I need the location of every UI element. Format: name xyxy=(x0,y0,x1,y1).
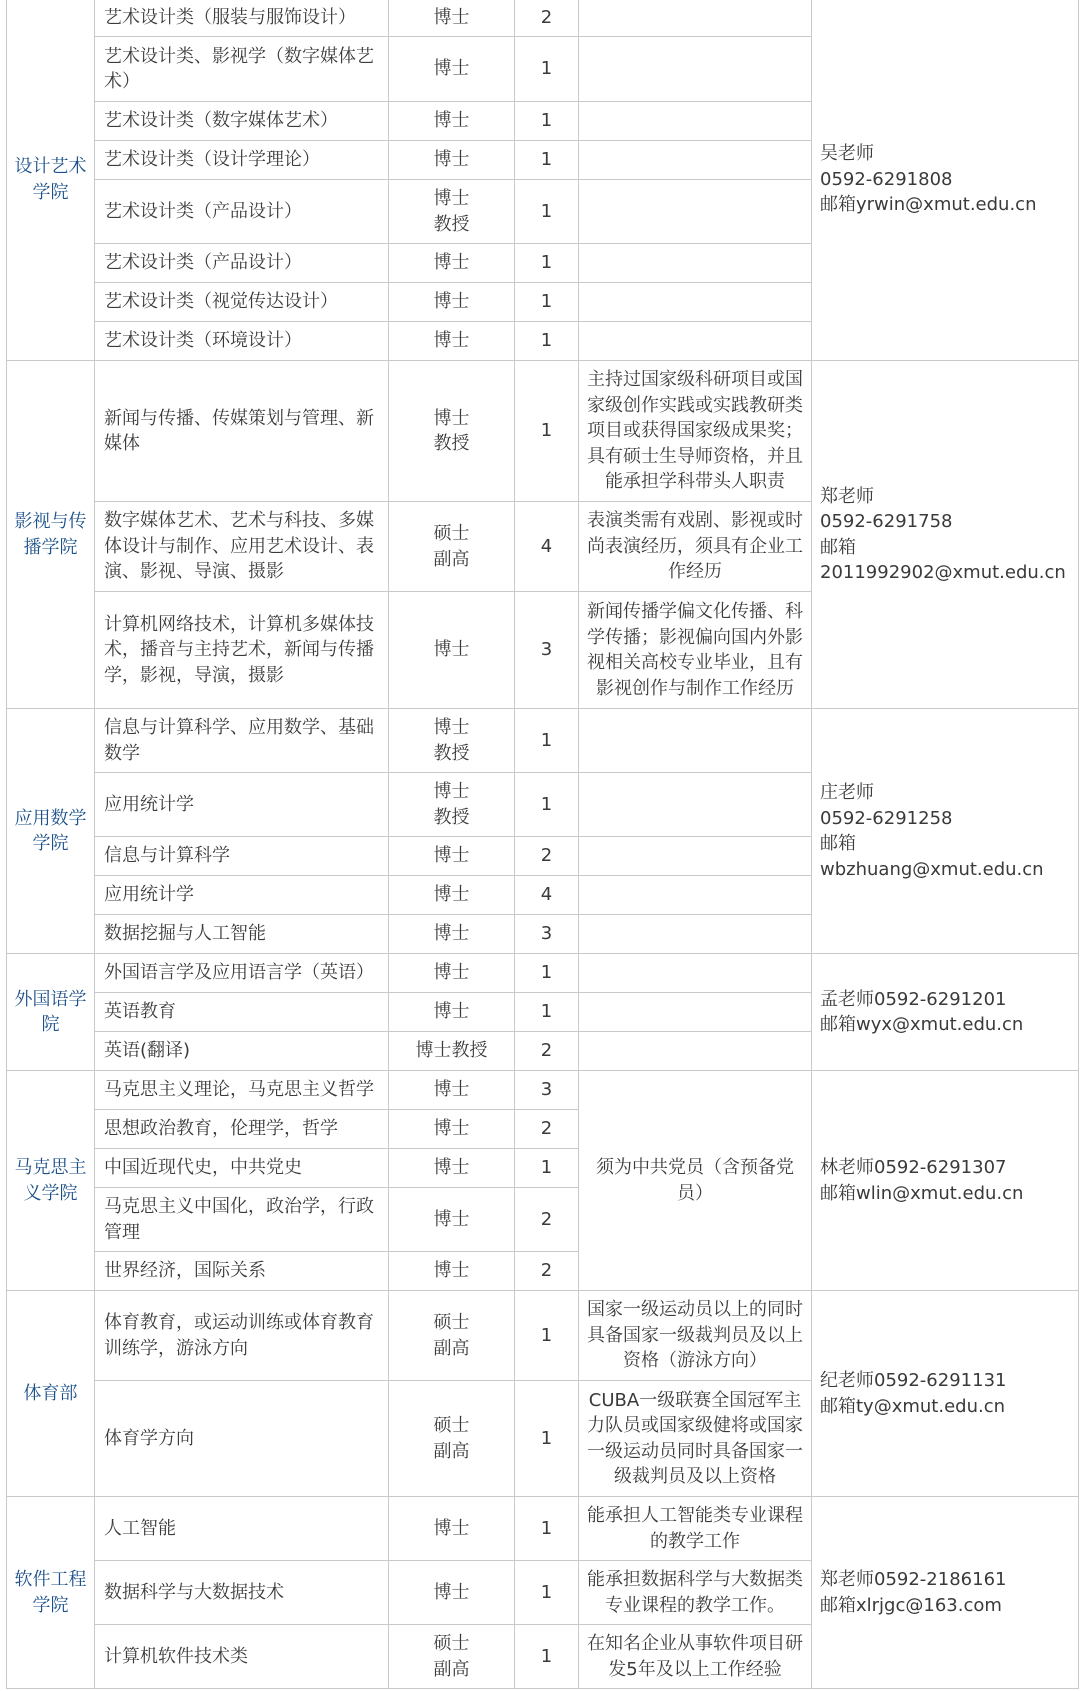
major-cell: 英语教育 xyxy=(95,993,389,1032)
count-cell: 1 xyxy=(515,283,579,322)
count-cell: 1 xyxy=(515,180,579,244)
education-cell: 博士 xyxy=(389,1110,515,1149)
major-cell: 外国语言学及应用语言学（英语） xyxy=(95,954,389,993)
count-cell: 4 xyxy=(515,876,579,915)
major-cell: 新闻与传播、传媒策划与管理、新媒体 xyxy=(95,361,389,502)
education-cell: 博士 xyxy=(389,141,515,180)
table-row xyxy=(7,361,1079,502)
major-cell: 信息与计算科学、应用数学、基础数学 xyxy=(95,709,389,773)
major-cell: 体育学方向 xyxy=(95,1381,389,1497)
count-cell: 4 xyxy=(515,502,579,592)
contact-cell: 吴老师 0592-6291808 邮箱yrwin@xmut.edu.cn xyxy=(812,0,1079,361)
requirement-cell xyxy=(579,709,812,773)
education-cell: 博士 xyxy=(389,876,515,915)
requirement-cell xyxy=(579,102,812,141)
requirement-cell xyxy=(579,1032,812,1071)
education-cell: 博士 xyxy=(389,37,515,102)
count-cell: 3 xyxy=(515,592,579,709)
contact-cell: 孟老师0592-6291201 邮箱wyx@xmut.edu.cn xyxy=(812,954,1079,1071)
college-cell: 影视与传播学院 xyxy=(7,361,95,709)
college-cell: 体育部 xyxy=(7,1291,95,1497)
count-cell: 1 xyxy=(515,361,579,502)
requirement-cell xyxy=(579,876,812,915)
requirement-cell: 国家一级运动员以上的同时具备国家一级裁判员及以上资格（游泳方向） xyxy=(579,1291,812,1381)
count-cell: 1 xyxy=(515,773,579,837)
requirement-cell xyxy=(579,837,812,876)
count-cell: 1 xyxy=(515,244,579,283)
count-cell: 1 xyxy=(515,1561,579,1625)
education-cell: 博士 xyxy=(389,1071,515,1110)
requirement-cell: 能承担数据科学与大数据类专业课程的教学工作。 xyxy=(579,1561,812,1625)
major-cell: 艺术设计类（服装与服饰设计） xyxy=(95,0,389,37)
education-cell: 博士 xyxy=(389,102,515,141)
education-cell: 博士 xyxy=(389,592,515,709)
count-cell: 1 xyxy=(515,102,579,141)
table-row xyxy=(7,1497,1079,1561)
major-cell: 信息与计算科学 xyxy=(95,837,389,876)
major-cell: 计算机软件技术类 xyxy=(95,1625,389,1689)
requirement-cell xyxy=(579,141,812,180)
education-cell: 博士 xyxy=(389,283,515,322)
education-cell: 博士 xyxy=(389,915,515,954)
requirement-cell xyxy=(579,37,812,102)
count-cell: 3 xyxy=(515,1071,579,1110)
major-cell: 英语(翻译) xyxy=(95,1032,389,1071)
count-cell: 1 xyxy=(515,1149,579,1188)
count-cell: 1 xyxy=(515,1497,579,1561)
major-cell: 艺术设计类（产品设计） xyxy=(95,180,389,244)
major-cell: 体育教育，或运动训练或体育教育训练学，游泳方向 xyxy=(95,1291,389,1381)
requirement-cell xyxy=(579,322,812,361)
major-cell: 应用统计学 xyxy=(95,876,389,915)
education-cell: 博士教授 xyxy=(389,1032,515,1071)
requirement-cell xyxy=(579,915,812,954)
major-cell: 艺术设计类（设计学理论） xyxy=(95,141,389,180)
requirement-cell: 须为中共党员（含预备党员） xyxy=(579,1071,812,1291)
college-cell: 软件工程学院 xyxy=(7,1497,95,1689)
contact-cell: 庄老师 0592-6291258 邮箱 wbzhuang@xmut.edu.cn xyxy=(812,709,1079,954)
requirement-cell xyxy=(579,244,812,283)
count-cell: 2 xyxy=(515,837,579,876)
count-cell: 2 xyxy=(515,0,579,37)
major-cell: 中国近现代史，中共党史 xyxy=(95,1149,389,1188)
count-cell: 1 xyxy=(515,141,579,180)
requirement-cell: 表演类需有戏剧、影视或时尚表演经历，须具有企业工作经历 xyxy=(579,502,812,592)
major-cell: 数据科学与大数据技术 xyxy=(95,1561,389,1625)
education-cell: 硕士 副高 xyxy=(389,1381,515,1497)
major-cell: 艺术设计类（产品设计） xyxy=(95,244,389,283)
contact-cell: 纪老师0592-6291131 邮箱ty@xmut.edu.cn xyxy=(812,1291,1079,1497)
table-row xyxy=(7,709,1079,773)
requirement-cell: 能承担人工智能类专业课程的教学工作 xyxy=(579,1497,812,1561)
major-cell: 艺术设计类（视觉传达设计） xyxy=(95,283,389,322)
education-cell: 博士 xyxy=(389,1497,515,1561)
count-cell: 2 xyxy=(515,1032,579,1071)
education-cell: 博士 教授 xyxy=(389,709,515,773)
contact-cell: 郑老师 0592-6291758 邮箱 2011992902@xmut.edu.cn xyxy=(812,361,1079,709)
count-cell: 1 xyxy=(515,709,579,773)
education-cell: 博士 xyxy=(389,954,515,993)
college-cell: 马克思主义学院 xyxy=(7,1071,95,1291)
education-cell: 博士 xyxy=(389,1561,515,1625)
education-cell: 博士 xyxy=(389,244,515,283)
major-cell: 计算机网络技术，计算机多媒体技术，播音与主持艺术，新闻与传播学，影视，导演，摄影 xyxy=(95,592,389,709)
college-cell: 外国语学院 xyxy=(7,954,95,1071)
requirement-cell xyxy=(579,773,812,837)
count-cell: 1 xyxy=(515,1625,579,1689)
requirement-cell xyxy=(579,283,812,322)
table-row xyxy=(7,0,1079,37)
education-cell: 博士 xyxy=(389,837,515,876)
count-cell: 1 xyxy=(515,954,579,993)
education-cell: 博士 xyxy=(389,1149,515,1188)
count-cell: 2 xyxy=(515,1188,579,1252)
table-row xyxy=(7,1071,1079,1110)
table-row xyxy=(7,1291,1079,1381)
major-cell: 马克思主义中国化，政治学，行政管理 xyxy=(95,1188,389,1252)
requirement-cell: 在知名企业从事软件项目研发5年及以上工作经验 xyxy=(579,1625,812,1689)
education-cell: 博士 xyxy=(389,322,515,361)
count-cell: 2 xyxy=(515,1110,579,1149)
education-cell: 博士 教授 xyxy=(389,773,515,837)
major-cell: 艺术设计类（环境设计） xyxy=(95,322,389,361)
major-cell: 人工智能 xyxy=(95,1497,389,1561)
college-cell: 应用数学学院 xyxy=(7,709,95,954)
count-cell: 3 xyxy=(515,915,579,954)
major-cell: 艺术设计类、影视学（数字媒体艺术） xyxy=(95,37,389,102)
count-cell: 2 xyxy=(515,1252,579,1291)
contact-cell: 林老师0592-6291307 邮箱wlin@xmut.edu.cn xyxy=(812,1071,1079,1291)
count-cell: 1 xyxy=(515,1291,579,1381)
requirement-cell: CUBA一级联赛全国冠军主力队员或国家级健将或国家一级运动员同时具备国家一级裁判员及以上资格 xyxy=(579,1381,812,1497)
education-cell: 博士 xyxy=(389,0,515,37)
education-cell: 硕士 副高 xyxy=(389,502,515,592)
education-cell: 硕士 副高 xyxy=(389,1625,515,1689)
education-cell: 博士 教授 xyxy=(389,180,515,244)
education-cell: 硕士 副高 xyxy=(389,1291,515,1381)
education-cell: 博士 xyxy=(389,1188,515,1252)
major-cell: 数据挖掘与人工智能 xyxy=(95,915,389,954)
major-cell: 世界经济，国际关系 xyxy=(95,1252,389,1291)
major-cell: 思想政治教育，伦理学，哲学 xyxy=(95,1110,389,1149)
recruitment-table xyxy=(6,0,1079,1689)
requirement-cell xyxy=(579,993,812,1032)
college-cell: 设计艺术学院 xyxy=(7,0,95,361)
count-cell: 1 xyxy=(515,37,579,102)
requirement-cell: 新闻传播学偏文化传播、科学传播；影视偏向国内外影视相关高校专业毕业，且有影视创作与制作工作经历 xyxy=(579,592,812,709)
major-cell: 艺术设计类（数字媒体艺术） xyxy=(95,102,389,141)
count-cell: 1 xyxy=(515,322,579,361)
requirement-cell xyxy=(579,954,812,993)
requirement-cell xyxy=(579,180,812,244)
count-cell: 1 xyxy=(515,993,579,1032)
education-cell: 博士 xyxy=(389,993,515,1032)
major-cell: 应用统计学 xyxy=(95,773,389,837)
major-cell: 马克思主义理论，马克思主义哲学 xyxy=(95,1071,389,1110)
requirement-cell: 主持过国家级科研项目或国家级创作实践或实践教研类项目或获得国家级成果奖；具有硕士生导师资格，并且能承担学科带头人职责 xyxy=(579,361,812,502)
count-cell: 1 xyxy=(515,1381,579,1497)
major-cell: 数字媒体艺术、艺术与科技、多媒体设计与制作、应用艺术设计、表演、影视、导演、摄影 xyxy=(95,502,389,592)
contact-cell: 郑老师0592-2186161 邮箱xlrjgc@163.com xyxy=(812,1497,1079,1689)
education-cell: 博士 xyxy=(389,1252,515,1291)
education-cell: 博士 教授 xyxy=(389,361,515,502)
table-row xyxy=(7,954,1079,993)
requirement-cell xyxy=(579,0,812,37)
